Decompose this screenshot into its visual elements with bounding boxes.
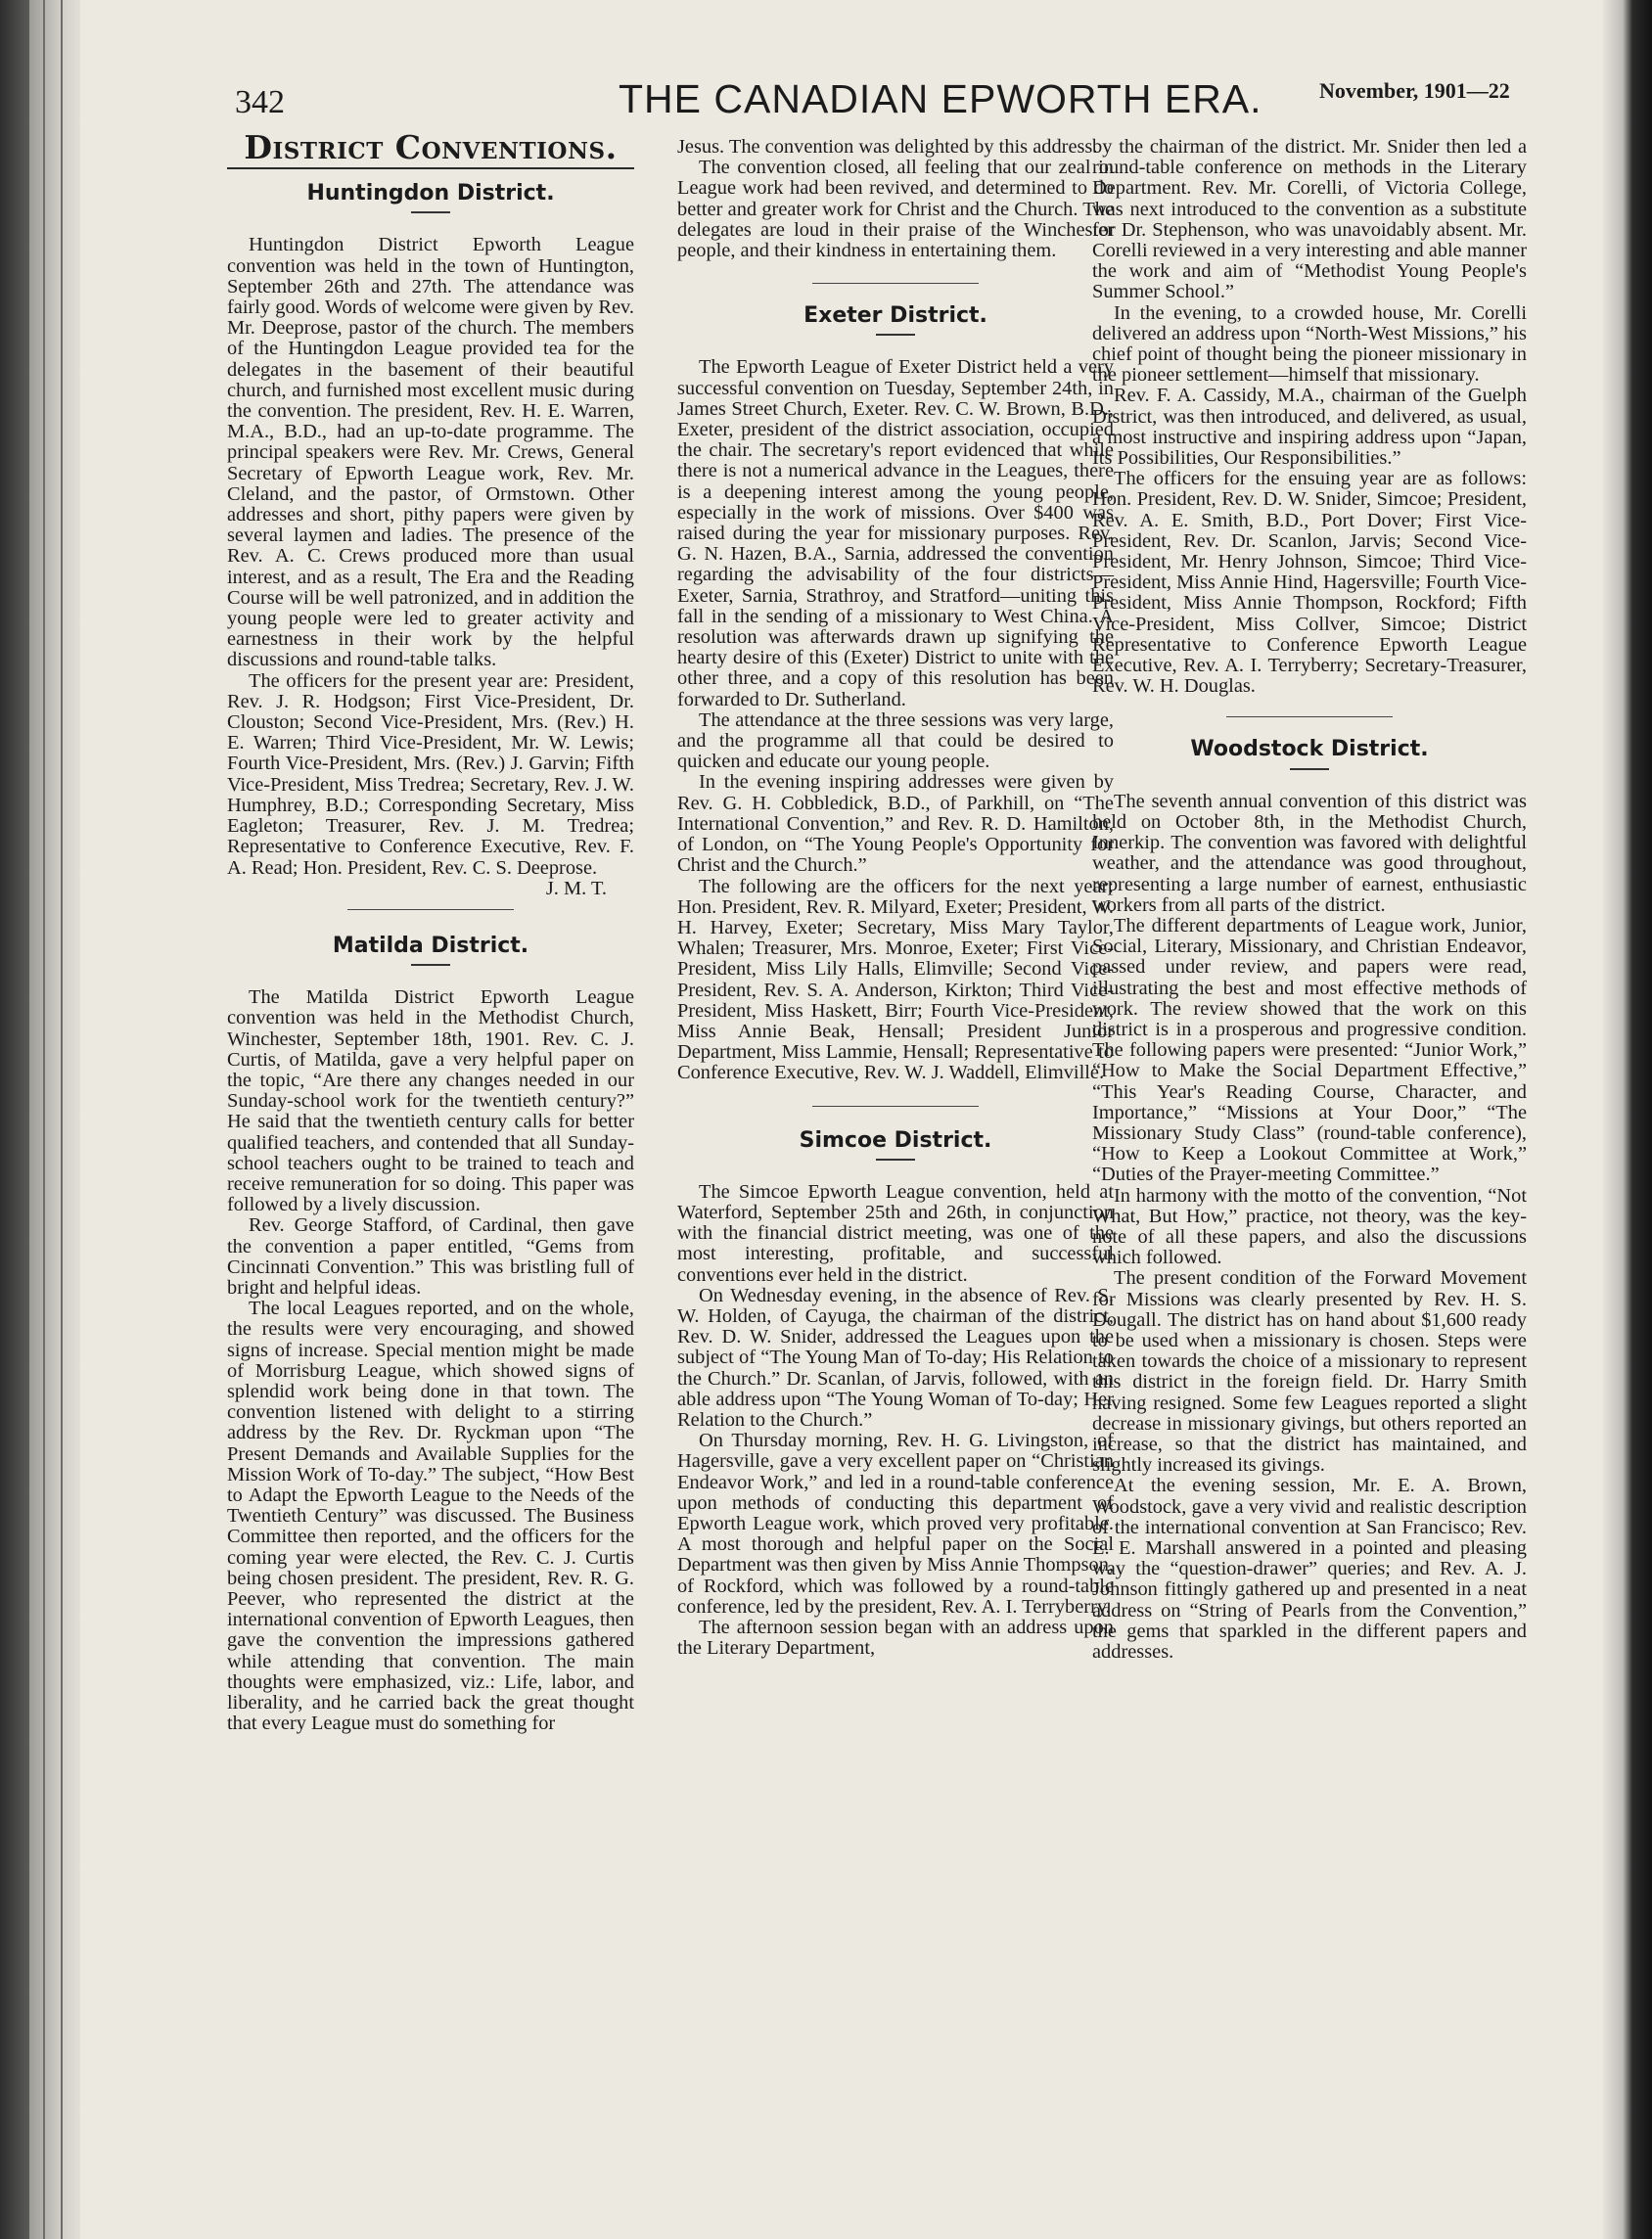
paragraph: In the evening, to a crowded house, Mr. Corelli delivered an address upon “North-West Missions,” his chief point of thought being the pioneer missionary in the pioneer settlement—himself that missionary. <box>1092 301 1527 387</box>
paragraph: Rev. F. A. Cassidy, M.A., chairman of the Guelph District, was then introduced, and delivered, as usual, a most instructive and inspiring address upon “Japan, Its Possibilities, Our Responsibilities.” <box>1092 385 1527 470</box>
section-heading-matilda: Matilda District. <box>332 933 529 958</box>
issue-date: November, 1901—22 <box>1319 78 1510 103</box>
section-heading-woodstock: Woodstock District. <box>1190 737 1429 762</box>
paragraph: Huntingdon District Epworth League convention was held in the town of Huntington, September 26th and 27th. The attendance was fairly good. Words of welcome were given by Rev. Mr. Deeprose, pastor of the church. The members of the Huntingdon League provided tea for the delegates in the basement of their beautiful church, and furnished most excellent music during the convention. The president, Rev. H. E. Warren, M.A., B.D., had an up-to-date programme. The principal speakers were Rev. Mr. Crews, General Secretary of Epworth League work, Rev. Mr. Cleland, and the pastor, of Ormstown. Other addresses and short, pithy papers were given by several laymen and ladies. The presence of the Rev. A. C. Crews produced more than usual interest, and as a result, The Era and the Reading Course will be well patronized, and in addition the young people were led to greater activity and earnestness in their work by the helpful discussions and round-table talks. <box>227 234 634 671</box>
heading-rule <box>876 334 915 336</box>
separator-rule <box>1226 716 1393 717</box>
gutter-line <box>61 0 63 2239</box>
paragraph: The Simcoe Epworth League convention, held at Waterford, September 25th and 26th, in conjunction with the financial district meeting, was one of the most interesting, profitable, and successful conventions ever held in the district. <box>677 1180 1114 1286</box>
page-edge <box>1603 0 1652 2239</box>
page-number: 342 <box>235 84 285 120</box>
separator-rule <box>812 1106 979 1107</box>
heading-rule <box>411 964 450 966</box>
masthead: THE CANADIAN EPWORTH ERA. <box>619 76 1262 121</box>
separator-rule <box>812 283 979 284</box>
book-spine <box>0 0 29 2239</box>
section-heading-exeter: Exeter District. <box>803 303 987 329</box>
section-heading-huntingdon: Huntingdon District. <box>306 181 555 206</box>
paragraph: The officers for the present year are: President, Rev. J. R. Hodgson; First Vice-President, Dr. Clouston; Second Vice-President, Mrs. (Rev.) H. E. Warren; Third Vice-President, Mr. W. Lewis; Fourth Vice-President, Mrs. (Rev.) J. Garvin; Fifth Vice-President, Miss Tredrea; Secretary, Rev. J. W. Humphrey, B.D.; Corresponding Secretary, Miss Eagleton; Treasurer, Rev. J. M. Tredrea; Representative to Conference Executive, Rev. F. A. Read; Hon. President, Rev. C. S. Deeprose. <box>227 669 634 879</box>
heading-rule <box>1290 768 1329 770</box>
paragraph: The seventh annual convention of this district was held on October 8th, in the Methodist Church, Innerkip. The convention was favored with delightful weather, and the attendance was good throughout, representing a large number of earnest, enthusiastic workers from all parts of the district. <box>1092 790 1527 916</box>
paragraph: The Matilda District Epworth League convention was held in the Methodist Church, Winchester, September 18th, 1901. Rev. C. J. Curtis, of Matilda, gave a very helpful paper on the topic, “Are there any changes needed in our Sunday-school work for the twentieth century?” He said that the twentieth century calls for better qualified teachers, and contended that all Sunday-school teachers ought to be trained to teach and receive remuneration for so doing. This paper was followed by a lively discussion. <box>227 986 634 1216</box>
paragraph: The present condition of the Forward Movement for Missions was clearly presented by Rev. H. S. Dougall. The district has on hand about $1,600 ready to be used when a missionary is chosen. Steps were taken towards the choice of a missionary to represent this district in the foreign field. Dr. Harry Smith having resigned. Some few Leagues reported a slight decrease in missionary givings, but others reported an increase, so that the district has maintained, and slightly increased its givings. <box>1092 1267 1527 1477</box>
paragraph: The Epworth League of Exeter District held a very successful convention on Tuesday, September 24th, in James Street Church, Exeter. Rev. C. W. Brown, B.D., Exeter, president of the district association, occupied the chair. The secretary's report evidenced that while there is not a numerical advance in the Leagues, there is a deepening interest among the young people, especially in the work of missions. Over $400 was raised during the year for missionary purposes. Rev. G. N. Hazen, B.A., Sarnia, addressed the convention regarding the advisability of the four districts—Exeter, Sarnia, Strathroy, and Stratford—uniting this fall in the sending of a missionary to West China. A resolution was afterwards drawn up signifying the hearty desire of this (Exeter) District to unite with the other three, and a copy of this resolution has been forwarded to Dr. Sutherland. <box>677 356 1114 710</box>
separator-rule <box>347 909 514 910</box>
paragraph: In harmony with the motto of the convention, “Not What, But How,” practice, not theory, was the key-note of all these papers, and also the discussions which followed. <box>1092 1184 1527 1269</box>
page-title: District Conventions. <box>244 128 618 166</box>
paragraph: Jesus. The convention was delighted by this address. <box>677 136 1098 158</box>
paragraph: Rev. George Stafford, of Cardinal, then gave the convention a paper entitled, “Gems from Cincinnati Convention.” This was bristling full of bright and helpful ideas. <box>227 1214 634 1299</box>
paragraph: The different departments of League work, Junior, Social, Literary, Missionary, and Christian Endeavor, passed under review, and papers were read, illustrating the best and most effective methods of work. The review showed that the work on this district is in a prosperous and progressive condition. The following papers were presented: “Junior Work,” “How to Make the Social Department Effective,” “This Year's Reading Course, Character, and Importance,” “Missions at Your Door,” “The Missionary Study Class” (round-table conference), “How to Keep a Lookout Committee at Work,” “Duties of the Prayer-meeting Committee.” <box>1092 914 1527 1186</box>
paragraph: The convention closed, all feeling that our zeal in League work had been revived, and determined to do better and greater work for Christ and the Church. The delegates are loud in their praise of the Winchester people, and their kindness in entertaining them. <box>677 157 1114 262</box>
book-gutter <box>29 0 80 2239</box>
column-2 <box>677 137 1114 1659</box>
paragraph: by the chairman of the district. Mr. Snider then led a round-table conference on methods in the Literary Department. Rev. Mr. Corelli, of Victoria College, was next introduced to the convention as a substitute for Dr. Stephenson, who was unavoidably absent. Mr. Corelli reviewed in a very interesting and able manner the work and aim of “Methodist Young People's Summer School.” <box>1092 136 1527 303</box>
paragraph: On Wednesday evening, in the absence of Rev. S. W. Holden, of Cayuga, the chairman of the district, Rev. D. W. Snider, addressed the Leagues upon the subject of “The Young Man of To-day; His Relation to the Church.” Dr. Scanlan, of Jarvis, followed, with an able address upon “The Young Woman of To-day; Her Relation to the Church.” <box>677 1284 1114 1431</box>
paragraph: In the evening inspiring addresses were given by Rev. G. H. Cobbledick, B.D., of Parkhill, on “The International Convention,” and Rev. R. D. Hamilton, of London, on “The Young People's Opportunity for Christ and the Church.” <box>677 771 1114 877</box>
paragraph: The officers for the ensuing year are as follows: Hon. President, Rev. D. W. Snider, Simcoe; President, Rev. A. E. Smith, B.D., Port Dover; First Vice-President, Rev. Dr. Scanlon, Jarvis; Second Vice-President, Mr. Henry Johnson, Simcoe; Third Vice-President, Miss Annie Hind, Hagersville; Fourth Vice-President, Miss Annie Thompson, Rockford; Fifth Vice-President, Miss Collver, Simcoe; District Representative to Conference Epworth League Executive, Rev. A. I. Terryberry; Secretary-Treasurer, Rev. W. H. Douglas. <box>1092 468 1527 698</box>
title-rule <box>227 167 634 169</box>
signature: J. M. T. <box>545 877 607 899</box>
paragraph: The attendance at the three sessions was very large, and the programme all that could be desired to quicken and educate our young people. <box>677 708 1114 773</box>
paragraph: The following are the officers for the next year: Hon. President, Rev. R. Milyard, Exeter; President, W. H. Harvey, Exeter; Secretary, Miss Mary Taylor, Whalen; Treasurer, Mrs. Monroe, Exeter; First Vice-President, Miss Lily Halls, Elimville; Second Vice-President, Rev. S. A. Anderson, Kirkton; Third Vice-President, Miss Haskett, Birr; Fourth Vice-President, Miss Annie Beak, Hensall; President Junior Department, Miss Lammie, Hensall; Representative to Conference Executive, Rev. W. J. Waddell, Elimville. <box>677 875 1114 1084</box>
column-1 <box>227 128 634 1735</box>
gutter-line <box>43 0 45 2239</box>
paragraph: At the evening session, Mr. E. A. Brown, Woodstock, gave a very vivid and realistic description of the international convention at San Francisco; Rev. E. E. Marshall answered in a pointed and pleasing way the “question-drawer” queries; and Rev. A. J. Johnson fittingly gathered up and presented in a neat address on “String of Pearls from the Convention,” the gems that sparkled in the different papers and addresses. <box>1092 1475 1527 1664</box>
paragraph: On Thursday morning, Rev. H. G. Livingston, of Hagersville, gave a very excellent paper on “Christian Endeavor Work,” and led in a round-table conference upon methods of conducting this department of Epworth League work, which proved very profitable. A most thorough and helpful paper on the Social Department was then given by Miss Annie Thompson, of Rockford, which was followed by a round-table conference, led by the president, Rev. A. I. Terryberry. <box>677 1430 1114 1618</box>
running-header <box>0 70 1652 129</box>
paragraph: The afternoon session began with an address upon the Literary Department, <box>677 1617 1114 1660</box>
heading-rule <box>411 211 450 213</box>
section-heading-simcoe: Simcoe District. <box>799 1127 992 1153</box>
paragraph: The local Leagues reported, and on the whole, the results were very encouraging, and showed signs of increase. Special mention might be made of Morrisburg League, which showed signs of splendid work being done in that town. The convention listened with delight to a stirring address by the Rev. Dr. Ryckman upon “The Present Demands and Available Supplies for the Mission Work of To-day.” The subject, “How Best to Adapt the Epworth League to the Needs of the Twentieth Century” was discussed. The Business Committee then reported, and the officers for the coming year were elected, the Rev. C. J. Curtis being chosen president. The president, Rev. R. G. Peever, who represented the district at the international convention of Epworth Leagues, then gave the convention the impressions gathered while attending that convention. The main thoughts were emphasized, viz.: Life, labor, and liberality, and he carried back the great thought that every League must do something for <box>227 1298 634 1735</box>
heading-rule <box>876 1159 915 1161</box>
column-3 <box>1092 137 1527 1663</box>
